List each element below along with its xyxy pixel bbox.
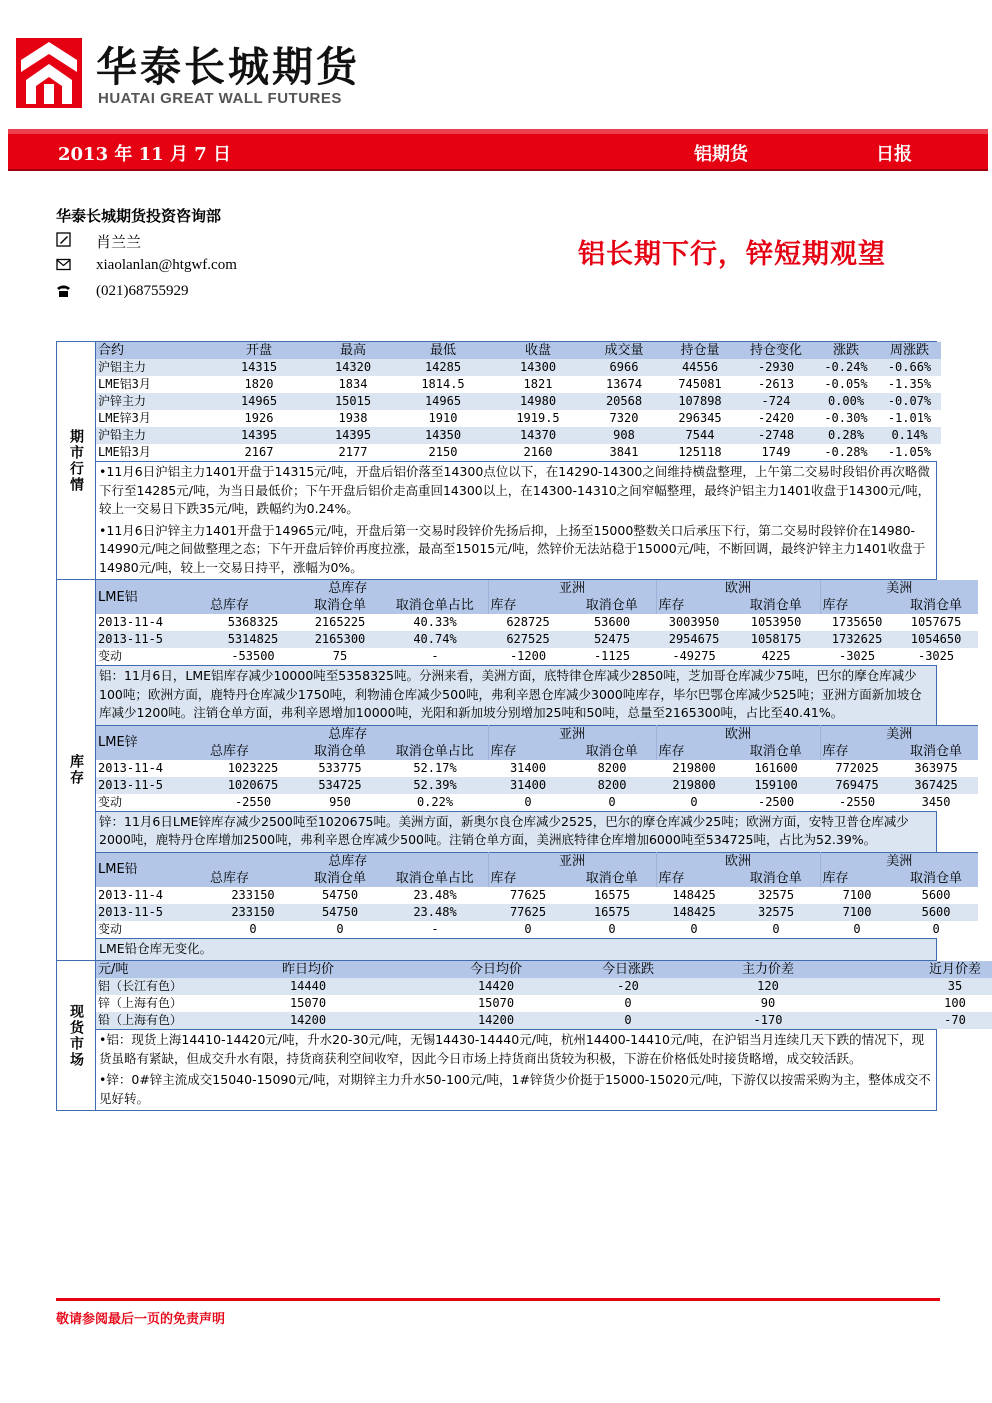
table-cell: 7544 xyxy=(662,427,738,444)
table-cell: 0.22% xyxy=(382,794,488,811)
futures-header-row xyxy=(96,342,941,359)
table-cell: 0 xyxy=(590,995,666,1012)
table-cell: 533775 xyxy=(298,760,382,777)
group-header: 亚洲 xyxy=(488,852,656,870)
inventory-note: 铝：11月6日，LME铝库存减少10000吨至5358325吨。分洲来看，美洲方面，底特律仓库减少2850吨，芝加哥仓库减少75吨，巴尔的摩仓库减少100吨；欧洲方面，鹿特丹仓库减少1750吨，利物浦仓库减少500吨，弗利辛恩仓库减少3000吨库存，毕尔巴鄂仓库减少525吨；亚洲方面新加坡仓库减少1200吨。注销仓单方面，弗利辛恩增加10000吨，光阳和新加坡分别增加25吨和50吨，总量至2165300吨，占比至40.41%。 xyxy=(96,665,936,725)
table-cell: 0 xyxy=(894,921,978,938)
row-label: 变动 xyxy=(96,794,208,811)
table-cell: 1732625 xyxy=(820,631,894,648)
title-bar-highlight xyxy=(8,129,988,134)
table-cell: -3025 xyxy=(894,648,978,665)
table-cell: 1020675 xyxy=(208,777,298,794)
row-label: 2013-11-5 xyxy=(96,631,208,648)
group-header: 总库存 xyxy=(208,852,488,870)
table-cell: -53500 xyxy=(208,648,298,665)
inventory-row xyxy=(96,648,978,665)
table-cell: 161600 xyxy=(732,760,820,777)
table-cell: 40.74% xyxy=(382,631,488,648)
col-header: 今日均价 xyxy=(402,961,590,978)
inventory-section-label: 库存 xyxy=(57,580,96,960)
table-cell: -0.07% xyxy=(878,393,941,410)
spot-market-name: 铝（长江有色） xyxy=(96,978,214,995)
col-header: 库存 xyxy=(488,597,568,614)
table-cell: 0 xyxy=(590,1012,666,1029)
table-cell: 2167 xyxy=(208,444,310,461)
inventory-body xyxy=(96,580,963,960)
col-header: 取消仓单占比 xyxy=(382,597,488,614)
col-header: 昨日均价 xyxy=(214,961,402,978)
inventory-row xyxy=(96,904,978,921)
table-cell: -20 xyxy=(590,978,666,995)
disclaimer-link[interactable]: 敬请参阅最后一页的免责声明 xyxy=(56,1312,226,1327)
table-cell: 52.17% xyxy=(382,760,488,777)
inventory-row xyxy=(96,794,978,811)
inventory-note: LME铅仓库无变化。 xyxy=(96,938,936,961)
pen-icon xyxy=(56,232,71,247)
table-cell: 772025 xyxy=(820,760,894,777)
company-logo-icon xyxy=(16,38,82,108)
contract-name: 沪铝主力 xyxy=(96,359,208,376)
table-cell: 14315 xyxy=(208,359,310,376)
table-cell: 31400 xyxy=(488,760,568,777)
spot-note-zinc: •锌：0#锌主流成交15040-15090元/吨，对期锌主力升水50-100元/吨，1#锌货少价挺于15000-15020元/吨，下游仅以按需采购为主，整体成交不见好转。 xyxy=(96,1070,936,1110)
table-cell: 148425 xyxy=(656,887,732,904)
group-header: 欧洲 xyxy=(656,580,820,597)
col-header: 取消仓单 xyxy=(298,597,382,614)
col-header: 元/吨 xyxy=(96,961,214,978)
group-header: 亚洲 xyxy=(488,725,656,743)
market-table xyxy=(56,341,981,1111)
table-cell: 14370 xyxy=(490,427,586,444)
table-cell: 8200 xyxy=(568,777,656,794)
inventory-table xyxy=(96,725,978,811)
table-cell: 107898 xyxy=(662,393,738,410)
table-cell: 77625 xyxy=(488,887,568,904)
table-cell: 13674 xyxy=(586,376,662,393)
row-label: 2013-11-5 xyxy=(96,777,208,794)
col-header: 主力价差 xyxy=(666,961,870,978)
inventory-note: 锌：11月6日LME锌库存减少2500吨至1020675吨。美洲方面，新奥尔良仓库减少2525，巴尔的摩仓库减少25吨；欧洲方面，安特卫普仓库减少2000吨，鹿特丹仓库增加2500吨，弗利辛恩仓库减少500吨。注销仓单方面，美洲底特律仓库增加6000吨至534725吨，占比为52.39%。 xyxy=(96,811,936,852)
table-cell: 2177 xyxy=(310,444,396,461)
table-cell: 15070 xyxy=(214,995,402,1012)
spot-note-aluminum: •铝：现货上海14410-14420元/吨，升水20-30元/吨，无锡14430-14440元/吨，杭州14400-14410元/吨，在沪铝当月连续几天下跌的情况下，现货虽略有紧缺，但成交升水有限，持货商获利空间收窄，因此今日市场上持货商出货较为积极，下游在价格低处时接货略增，成交较活跃。 xyxy=(96,1029,936,1070)
group-header: 总库存 xyxy=(208,725,488,743)
table-cell: 14200 xyxy=(214,1012,402,1029)
table-cell: -0.66% xyxy=(878,359,941,376)
table-cell: 14200 xyxy=(402,1012,590,1029)
futures-row xyxy=(96,427,941,444)
table-cell: 8200 xyxy=(568,760,656,777)
table-cell: 54750 xyxy=(298,904,382,921)
table-cell: 950 xyxy=(298,794,382,811)
contract-name: LME铅3月 xyxy=(96,444,208,461)
table-cell: 16575 xyxy=(568,887,656,904)
table-cell: 4225 xyxy=(732,648,820,665)
table-cell: 363975 xyxy=(894,760,978,777)
col-header: 库存 xyxy=(820,743,894,760)
analyst-email[interactable]: xiaolanlan@htgwf.com xyxy=(96,257,237,273)
table-cell: 7100 xyxy=(820,904,894,921)
inventory-subheader-row xyxy=(96,743,978,760)
table-cell: 54750 xyxy=(298,887,382,904)
spot-market-name: 铅（上海有色） xyxy=(96,1012,214,1029)
row-label: 2013-11-4 xyxy=(96,887,208,904)
row-label: 2013-11-5 xyxy=(96,904,208,921)
table-cell: 534725 xyxy=(298,777,382,794)
table-cell: 52475 xyxy=(568,631,656,648)
table-cell: 1821 xyxy=(490,376,586,393)
col-header: 库存 xyxy=(656,743,732,760)
table-cell: - xyxy=(382,921,488,938)
table-cell: 5314825 xyxy=(208,631,298,648)
brand-name-cn: 华泰长城期货 xyxy=(96,43,360,91)
inventory-metal-name: LME锌 xyxy=(96,725,208,760)
col-header: 涨跌 xyxy=(814,342,878,359)
table-cell: 1735650 xyxy=(820,614,894,631)
row-label: 2013-11-4 xyxy=(96,614,208,631)
table-cell: 2165225 xyxy=(298,614,382,631)
row-label: 2013-11-4 xyxy=(96,760,208,777)
col-header: 总库存 xyxy=(208,597,298,614)
col-header: 库存 xyxy=(820,597,894,614)
contract-name: 沪锌主力 xyxy=(96,393,208,410)
group-header: 总库存 xyxy=(208,580,488,597)
table-cell: 1910 xyxy=(396,410,490,427)
table-cell: -0.24% xyxy=(814,359,878,376)
inventory-row xyxy=(96,614,978,631)
futures-row xyxy=(96,410,941,427)
table-cell: -1200 xyxy=(488,648,568,665)
table-cell: 23.48% xyxy=(382,887,488,904)
futures-row xyxy=(96,359,941,376)
table-cell: 1919.5 xyxy=(490,410,586,427)
col-header: 取消仓单 xyxy=(298,743,382,760)
table-cell: 3450 xyxy=(894,794,978,811)
spot-row xyxy=(96,995,992,1012)
table-cell: 0 xyxy=(732,921,820,938)
table-cell: 2150 xyxy=(396,444,490,461)
col-header: 总库存 xyxy=(208,743,298,760)
table-cell: 219800 xyxy=(656,777,732,794)
spot-table xyxy=(96,961,992,1029)
table-cell: 1058175 xyxy=(732,631,820,648)
table-cell: 2160 xyxy=(490,444,586,461)
table-cell: 53600 xyxy=(568,614,656,631)
inventory-table xyxy=(96,852,978,938)
table-cell: -2930 xyxy=(738,359,814,376)
row-label: 变动 xyxy=(96,648,208,665)
table-cell: 90 xyxy=(666,995,870,1012)
table-cell: -2748 xyxy=(738,427,814,444)
table-cell: 15070 xyxy=(402,995,590,1012)
col-header: 库存 xyxy=(820,870,894,887)
table-cell: 0 xyxy=(208,921,298,938)
inventory-group-header-row xyxy=(96,725,978,743)
table-cell: -2500 xyxy=(732,794,820,811)
table-cell: 769475 xyxy=(820,777,894,794)
col-header: 库存 xyxy=(488,870,568,887)
col-header: 合约 xyxy=(96,342,208,359)
spot-header-row xyxy=(96,961,992,978)
col-header: 取消仓单占比 xyxy=(382,743,488,760)
group-header: 欧洲 xyxy=(656,852,820,870)
table-cell: 0 xyxy=(820,921,894,938)
col-header: 库存 xyxy=(656,870,732,887)
table-cell: -1.35% xyxy=(878,376,941,393)
table-cell: -2550 xyxy=(820,794,894,811)
table-cell: 1749 xyxy=(738,444,814,461)
col-header: 取消仓单 xyxy=(732,870,820,887)
contract-name: LME锌3月 xyxy=(96,410,208,427)
col-header: 成交量 xyxy=(586,342,662,359)
table-cell: 745081 xyxy=(662,376,738,393)
col-header: 库存 xyxy=(656,597,732,614)
table-cell: 0 xyxy=(298,921,382,938)
col-header: 库存 xyxy=(488,743,568,760)
table-cell: 40.33% xyxy=(382,614,488,631)
table-cell: 5600 xyxy=(894,887,978,904)
inventory-row xyxy=(96,631,978,648)
col-header: 取消仓单 xyxy=(894,870,978,887)
group-header: 美洲 xyxy=(820,725,978,743)
col-header: 取消仓单 xyxy=(894,597,978,614)
col-header: 最高 xyxy=(310,342,396,359)
table-cell: 14285 xyxy=(396,359,490,376)
table-cell: -49275 xyxy=(656,648,732,665)
group-header: 欧洲 xyxy=(656,725,820,743)
col-header: 取消仓单 xyxy=(298,870,382,887)
table-cell: 14980 xyxy=(490,393,586,410)
inventory-group-header-row xyxy=(96,852,978,870)
table-cell: 0.28% xyxy=(814,427,878,444)
table-cell: 1814.5 xyxy=(396,376,490,393)
phone-icon xyxy=(56,284,71,299)
inventory-row xyxy=(96,921,978,938)
report-headline: 铝长期下行，锌短期观望 xyxy=(578,239,886,270)
table-cell: 32575 xyxy=(732,887,820,904)
table-cell: 5600 xyxy=(894,904,978,921)
table-cell: 14320 xyxy=(310,359,396,376)
col-header: 取消仓单 xyxy=(568,870,656,887)
futures-note-aluminum: •11月6日沪铝主力1401开盘于14315元/吨，开盘后铝价落至14300点位以下，在14290-14300之间维持横盘整理，上午第二交易时段铝价再次略微下行至14285元/吨，为当日最低价；下午开盘后铝价走高重回14300以上，在14300-14310之间窄幅整理，最终沪铝主力1401收盘于14300元/吨，较上一交易日下跌35元/吨，跌幅约为0.24%。 xyxy=(96,461,936,521)
report-type: 日报 xyxy=(876,144,912,165)
table-cell: 233150 xyxy=(208,904,298,921)
table-cell: 296345 xyxy=(662,410,738,427)
envelope-icon xyxy=(56,258,71,273)
table-cell: 1820 xyxy=(208,376,310,393)
table-cell: 1054650 xyxy=(894,631,978,648)
table-cell: 5368325 xyxy=(208,614,298,631)
table-cell: 1938 xyxy=(310,410,396,427)
futures-row xyxy=(96,376,941,393)
table-cell: 0.14% xyxy=(878,427,941,444)
table-cell: 44556 xyxy=(662,359,738,376)
col-header: 取消仓单 xyxy=(732,743,820,760)
table-cell: 16575 xyxy=(568,904,656,921)
table-cell: -2550 xyxy=(208,794,298,811)
table-cell: 77625 xyxy=(488,904,568,921)
table-cell: 908 xyxy=(586,427,662,444)
futures-table xyxy=(96,342,941,461)
table-cell: 219800 xyxy=(656,760,732,777)
table-cell: -2420 xyxy=(738,410,814,427)
department-name: 华泰长城期货投资咨询部 xyxy=(56,207,222,225)
inventory-row xyxy=(96,887,978,904)
inventory-table xyxy=(96,580,978,665)
futures-note-zinc: •11月6日沪锌主力1401开盘于14965元/吨，开盘后第一交易时段锌价先扬后抑，上扬至15000整数关口后承压下行，第二交易时段锌价在14980-14990元/吨之间做整理之态；下午开盘后锌价再度拉涨，最高至15015元/吨，然锌价无法站稳于15000元/吨，不断回调，最终沪锌主力1401收盘于14980元/吨，较上一交易日持平，涨幅为0%。 xyxy=(96,521,936,580)
col-header: 开盘 xyxy=(208,342,310,359)
spot-row xyxy=(96,1012,992,1029)
table-cell: 15015 xyxy=(310,393,396,410)
spot-section-label: 现货市场 xyxy=(57,961,96,1110)
table-cell: 0 xyxy=(656,794,732,811)
col-header: 最低 xyxy=(396,342,490,359)
table-cell: 14395 xyxy=(208,427,310,444)
table-cell: 0 xyxy=(656,921,732,938)
table-cell: 14965 xyxy=(208,393,310,410)
contract-name: 沪铅主力 xyxy=(96,427,208,444)
table-cell: 52.39% xyxy=(382,777,488,794)
table-cell: 14420 xyxy=(402,978,590,995)
futures-row xyxy=(96,444,941,461)
table-cell: -170 xyxy=(666,1012,870,1029)
col-header: 收盘 xyxy=(490,342,586,359)
col-header: 持仓变化 xyxy=(738,342,814,359)
table-cell: 120 xyxy=(666,978,870,995)
table-cell: -2613 xyxy=(738,376,814,393)
table-cell: 233150 xyxy=(208,887,298,904)
futures-row xyxy=(96,393,941,410)
spot-row xyxy=(96,978,992,995)
table-cell: 14395 xyxy=(310,427,396,444)
inventory-group-header-row xyxy=(96,580,978,597)
col-header: 周涨跌 xyxy=(878,342,941,359)
spot-section xyxy=(57,961,981,1110)
table-cell: -3025 xyxy=(820,648,894,665)
table-cell: 1834 xyxy=(310,376,396,393)
table-cell: -1.01% xyxy=(878,410,941,427)
table-cell: 0.00% xyxy=(814,393,878,410)
futures-section-label: 期市行情 xyxy=(57,342,96,579)
inventory-subheader-row xyxy=(96,597,978,614)
col-header: 取消仓单 xyxy=(568,597,656,614)
table-cell: 1057675 xyxy=(894,614,978,631)
table-cell: 159100 xyxy=(732,777,820,794)
col-header: 今日涨跌 xyxy=(590,961,666,978)
col-header: 持仓量 xyxy=(662,342,738,359)
footer-divider xyxy=(56,1298,940,1301)
col-header: 取消仓单 xyxy=(894,743,978,760)
table-cell: -0.30% xyxy=(814,410,878,427)
table-cell: -70 xyxy=(870,1012,992,1029)
table-cell: 3841 xyxy=(586,444,662,461)
table-cell: 0 xyxy=(488,921,568,938)
report-category: 铝期货 xyxy=(694,144,748,165)
table-cell: 6966 xyxy=(586,359,662,376)
inventory-section xyxy=(57,580,963,961)
col-header: 近月价差 xyxy=(870,961,992,978)
table-cell: 2954675 xyxy=(656,631,732,648)
table-cell: - xyxy=(382,648,488,665)
table-cell: 628725 xyxy=(488,614,568,631)
table-cell: -0.28% xyxy=(814,444,878,461)
table-cell: -1125 xyxy=(568,648,656,665)
table-cell: 0 xyxy=(488,794,568,811)
table-cell: 14300 xyxy=(490,359,586,376)
table-cell: 14440 xyxy=(214,978,402,995)
group-header: 美洲 xyxy=(820,852,978,870)
table-cell: 2165300 xyxy=(298,631,382,648)
table-cell: 125118 xyxy=(662,444,738,461)
table-cell: 1053950 xyxy=(732,614,820,631)
row-label: 变动 xyxy=(96,921,208,938)
table-cell: 0 xyxy=(568,794,656,811)
table-cell: 75 xyxy=(298,648,382,665)
analyst-phone: (021)68755929 xyxy=(96,283,189,299)
table-cell: 31400 xyxy=(488,777,568,794)
table-cell: 1023225 xyxy=(208,760,298,777)
report-date: 2013 年 11 月 7 日 xyxy=(58,144,232,165)
table-cell: -0.05% xyxy=(814,376,878,393)
col-header: 取消仓单 xyxy=(732,597,820,614)
table-cell: 367425 xyxy=(894,777,978,794)
group-header: 亚洲 xyxy=(488,580,656,597)
table-cell: -1.05% xyxy=(878,444,941,461)
table-cell: 14965 xyxy=(396,393,490,410)
brand-name-en: HUATAI GREAT WALL FUTURES xyxy=(98,90,342,107)
table-cell: 148425 xyxy=(656,904,732,921)
inventory-metal-name: LME铝 xyxy=(96,580,208,614)
col-header: 总库存 xyxy=(208,870,298,887)
group-header: 美洲 xyxy=(820,580,978,597)
table-cell: 1926 xyxy=(208,410,310,427)
inventory-metal-name: LME铅 xyxy=(96,852,208,887)
table-cell: 100 xyxy=(870,995,992,1012)
col-header: 取消仓单占比 xyxy=(382,870,488,887)
spot-market-name: 锌（上海有色） xyxy=(96,995,214,1012)
table-cell: -724 xyxy=(738,393,814,410)
table-cell: 23.48% xyxy=(382,904,488,921)
table-cell: 0 xyxy=(568,921,656,938)
table-cell: 3003950 xyxy=(656,614,732,631)
table-cell: 7320 xyxy=(586,410,662,427)
contract-name: LME铝3月 xyxy=(96,376,208,393)
table-cell: 35 xyxy=(870,978,992,995)
inventory-subheader-row xyxy=(96,870,978,887)
table-cell: 32575 xyxy=(732,904,820,921)
inventory-row xyxy=(96,760,978,777)
table-cell: 20568 xyxy=(586,393,662,410)
futures-section xyxy=(57,342,936,580)
inventory-row xyxy=(96,777,978,794)
table-cell: 627525 xyxy=(488,631,568,648)
table-cell: 7100 xyxy=(820,887,894,904)
table-cell: 14350 xyxy=(396,427,490,444)
col-header: 取消仓单 xyxy=(568,743,656,760)
analyst-name: 肖兰兰 xyxy=(96,235,142,251)
